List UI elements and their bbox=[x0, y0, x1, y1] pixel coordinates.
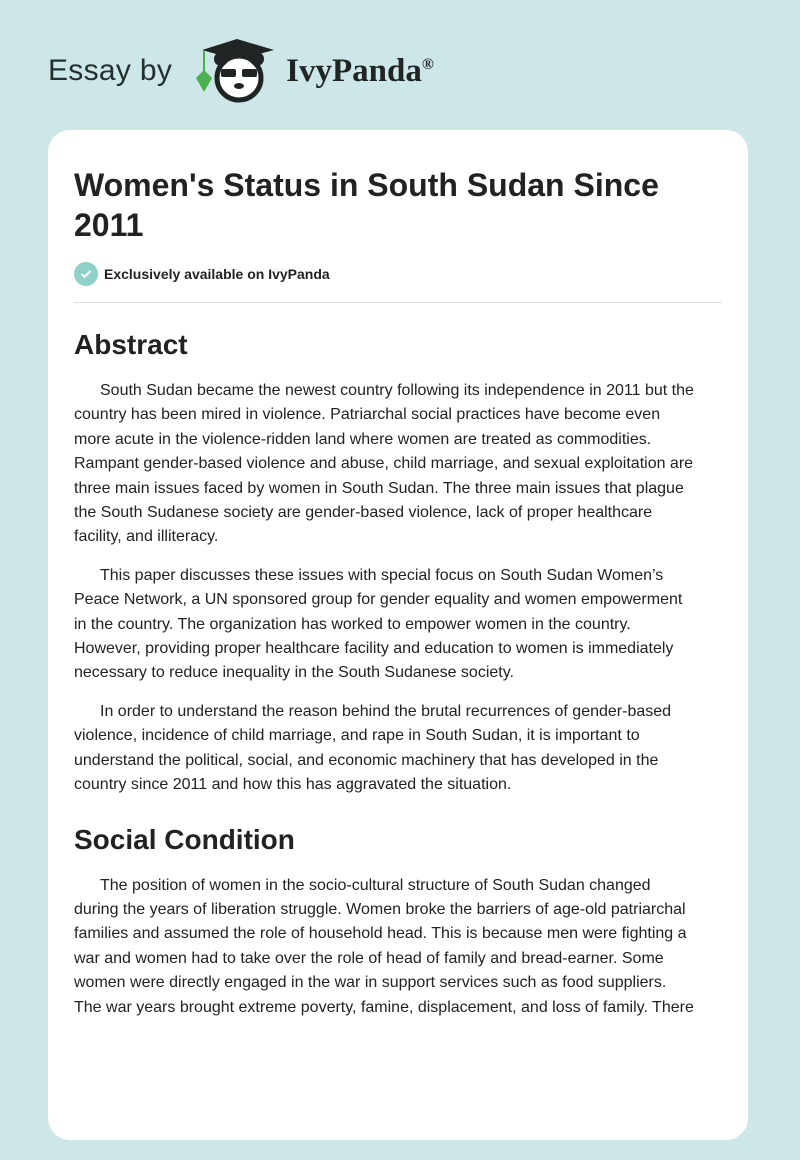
text-line: during the years of liberation struggle. Women broke the barriers of age-old patriarchal bbox=[74, 900, 686, 918]
text-line: war and women had to take over the role of head of family and bread-earner. Some bbox=[74, 949, 664, 967]
text-line: country has been mired in violence. Patriarchal social practices have become even bbox=[74, 406, 661, 424]
text-line: necessary to reduce inequality in the South Sudanese society. bbox=[74, 664, 514, 682]
text-line: In order to understand the reason behind the brutal recurrences of gender-based bbox=[100, 702, 672, 720]
ivypanda-wordmark: IvyPanda® bbox=[286, 52, 434, 89]
divider bbox=[74, 302, 722, 303]
text-line: This paper discusses these issues with special focus on South Sudan Women’s bbox=[100, 566, 664, 584]
text-line: Peace Network, a UN sponsored group for gender equality and women empowerment bbox=[74, 591, 683, 609]
text-line: three main issues faced by women in South Sudan. The three main issues that plague bbox=[74, 479, 684, 497]
essay-by-label: Essay by bbox=[48, 54, 173, 87]
brand-header bbox=[48, 36, 434, 106]
text-line: South Sudan became the newest country following its independence in 2011 but the bbox=[100, 382, 694, 399]
text-line: the South Sudanese society are gender-based violence, lack of proper healthcare bbox=[74, 504, 653, 522]
paragraph bbox=[74, 564, 722, 686]
text-line: understand the political, social, and economic machinery that has developed in the bbox=[74, 751, 659, 769]
paragraph bbox=[74, 379, 722, 550]
text-line: more acute in the violence-ridden land where women are treated as commodities. bbox=[74, 430, 652, 448]
text-line: facility, and illiteracy. bbox=[74, 528, 219, 546]
text-line: Rampant gender-based violence and abuse, child marriage, and sexual exploitation are bbox=[74, 455, 694, 473]
panda-logo-icon bbox=[192, 36, 282, 106]
check-icon bbox=[74, 262, 98, 286]
paragraph bbox=[74, 874, 722, 1020]
exclusive-label: Exclusively available on IvyPanda bbox=[104, 266, 330, 282]
text-line: in the country. The organization has worked to empower women in the country. bbox=[74, 615, 631, 633]
section-heading: Abstract bbox=[74, 329, 188, 360]
text-line: families and assumed the role of household head. This is because men were fighting a bbox=[74, 925, 687, 943]
essay-card bbox=[48, 130, 748, 1140]
exclusive-badge bbox=[74, 262, 722, 286]
text-line: violence, incidence of child marriage, and rape in South Sudan, it is important to bbox=[74, 727, 640, 745]
page-title: Women's Status in South Sudan Since 2011 bbox=[74, 167, 659, 243]
paragraph bbox=[74, 700, 722, 798]
text-line: women were directly engaged in the war in support services such as food suppliers. bbox=[74, 974, 667, 992]
text-line: country since 2011 and how this has aggravated the situation. bbox=[74, 776, 512, 794]
text-line: However, providing proper healthcare facility and education to women is immediately bbox=[74, 640, 674, 658]
section-heading: Social Condition bbox=[74, 823, 295, 855]
text-line: The position of women in the socio-cultural structure of South Sudan changed bbox=[100, 876, 651, 894]
essay-body bbox=[74, 329, 722, 1020]
text-line: The war years brought extreme poverty, famine, displacement, and loss of family. There bbox=[74, 998, 694, 1016]
